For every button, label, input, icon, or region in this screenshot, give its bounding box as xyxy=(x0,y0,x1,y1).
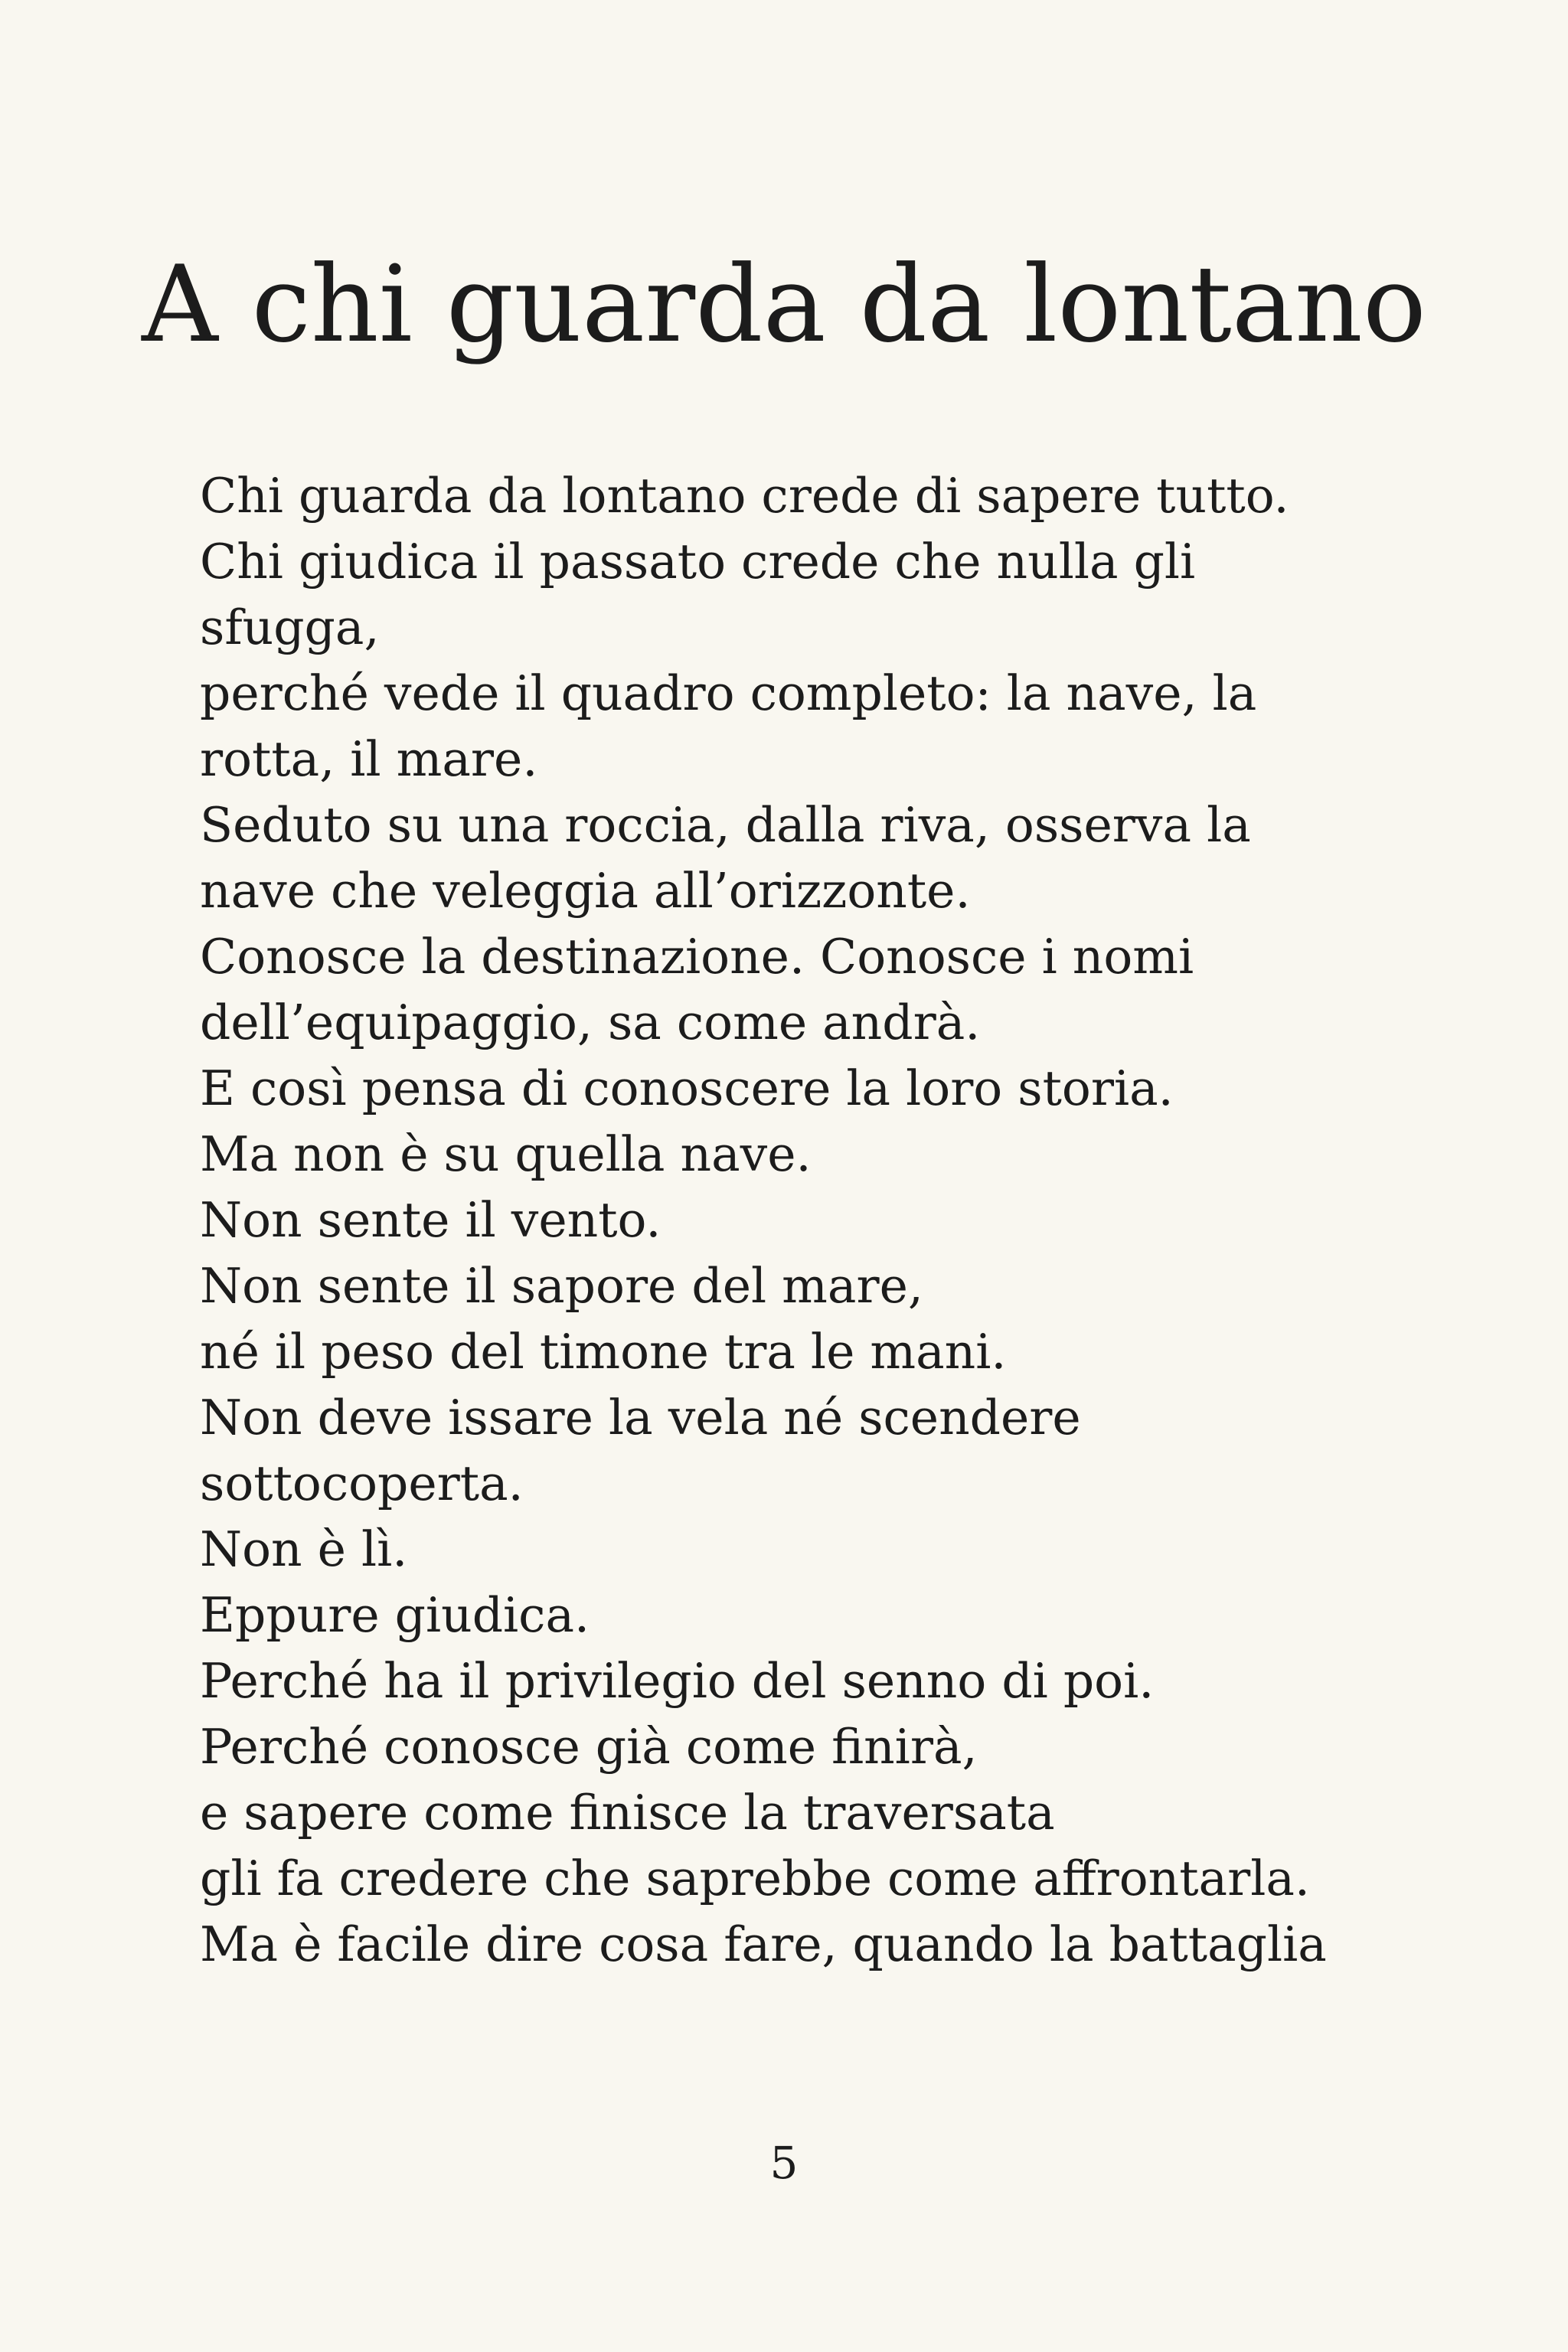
poem-line: Non sente il vento. xyxy=(200,1192,662,1248)
poem-line: Non è lì. xyxy=(200,1521,408,1577)
poem-line: Chi guarda da lontano crede di sapere tutto. xyxy=(200,468,1289,524)
poem-line: Perché conosce già come finirà, xyxy=(200,1719,978,1775)
poem-line: Seduto su una roccia, dalla riva, osserva la xyxy=(200,797,1251,853)
page-number: 5 xyxy=(769,2137,799,2189)
poem-line: Perché ha il privilegio del senno di poi. xyxy=(200,1653,1155,1709)
poem-line: perché vede il quadro completo: la nave, la xyxy=(200,665,1257,721)
page-title: A chi guarda da lontano xyxy=(142,243,1426,366)
poem-line: rotta, il mare. xyxy=(200,731,538,787)
poem-line: sottocoperta. xyxy=(200,1455,524,1511)
poem-line: nave che veleggia all’orizzonte. xyxy=(200,863,971,919)
poem-line: dell’equipaggio, sa come andrà. xyxy=(200,995,981,1050)
poem-line: né il peso del timone tra le mani. xyxy=(200,1324,1007,1380)
poem-line: e sapere come finisce la traversata xyxy=(200,1785,1055,1841)
poem-line: E così pensa di conoscere la loro storia. xyxy=(200,1060,1174,1116)
poem-line: Ma non è su quella nave. xyxy=(200,1126,812,1182)
poem-line: Conosce la destinazione. Conosce i nomi xyxy=(200,929,1194,985)
poem-line: Chi giudica il passato crede che nulla gli xyxy=(200,534,1196,590)
poem-line: Ma è facile dire cosa fare, quando la battaglia xyxy=(200,1916,1327,1972)
poem-line: Non sente il sapore del mare, xyxy=(200,1258,923,1314)
poem-body xyxy=(200,463,1394,1978)
poem-line: Eppure giudica. xyxy=(200,1587,590,1643)
poem-line: Non deve issare la vela né scendere xyxy=(200,1390,1081,1446)
poem-line: sfugga, xyxy=(200,599,380,655)
poem-line: gli fa credere che saprebbe come affrontarla. xyxy=(200,1851,1310,1906)
